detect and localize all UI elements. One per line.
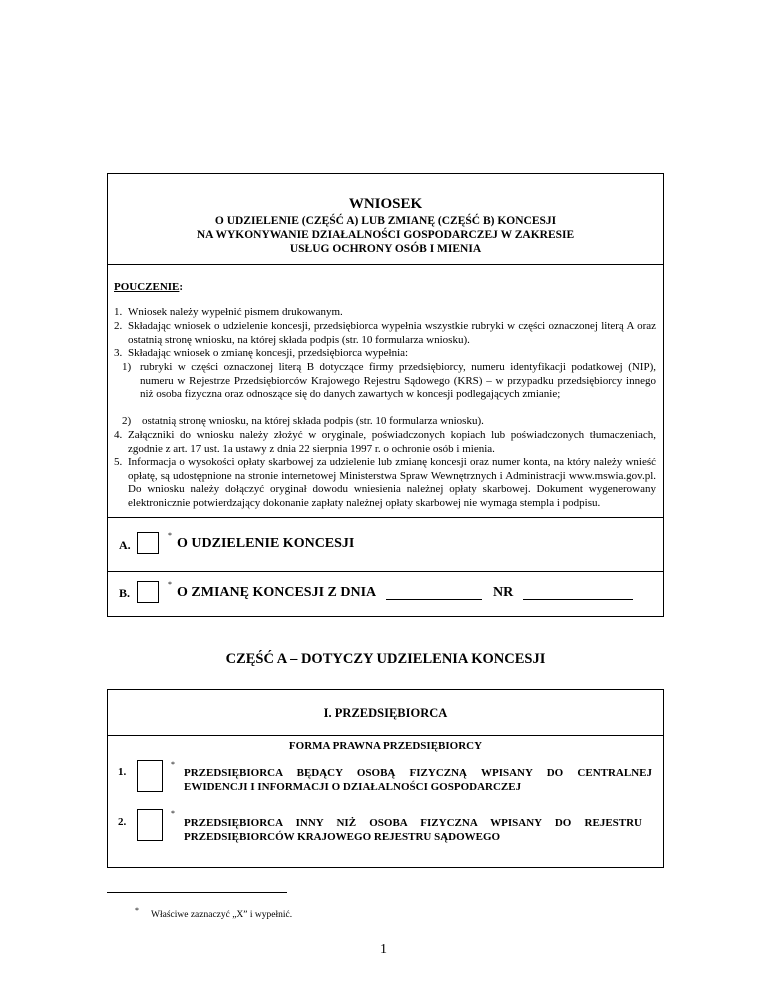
option-b-date-field[interactable] — [386, 598, 482, 600]
footnote-text: Właściwe zaznaczyć „X” i wypełnić. — [151, 910, 293, 920]
form-title: WNIOSEK — [348, 196, 423, 212]
instruction-text: Składając wniosek o udzielenie koncesji, przedsiębiorca wypełnia wszystkie rubryki w części oznaczonej literą A oraz ostatnią stronę wniosku, na której składa podpis (str. 10 formularza wniosku). — [128, 320, 656, 346]
form-subtitle-3: USŁUG OCHRONY OSÓB I MIENIA — [289, 243, 482, 255]
footnote-star: * — [168, 531, 172, 540]
instruction-num: 5. — [114, 456, 123, 468]
instruction-text: Informacja o wysokości opłaty skarbowej za udzielenie lub zmianę koncesji oraz numer konta, na który należy wnieść opłatę, są udostępnione na stronie internetowej Ministerstwa Spraw Wewnętrznych i Administracji www.mswia.gov.pl. Do wniosku należy dołączyć oryginał dowodu wniesienia należnej opłaty skarbowej. Dokument wygenerowany elektronicznie potwierdzający dokonanie zapłaty należnej opłaty skarbowej nie wymaga stempla i podpisu. — [128, 456, 656, 509]
legal-form-1-checkbox[interactable] — [137, 760, 163, 792]
instruction-subtext: rubryki w części oznaczonej literą B dotyczące firmy przedsiębiorcy, numeru identyfikacji podatkowej (NIP), numeru w Rejestrze Przedsiębiorców Krajowego Rejestru Sądowego (KRS) – w przypadku przedsiębiorcy innego niż osoba fizyczna oraz odnoszące się do danych zawartych w koncesji podlegających zmianie; — [140, 361, 656, 401]
option-b-checkbox[interactable] — [137, 581, 159, 603]
instruction-subtext: ostatnią stronę wniosku, na której składa podpis (str. 10 formularza wniosku). — [142, 415, 484, 427]
legal-form-1-num: 1. — [118, 766, 127, 778]
instruction-subnum: 1) — [122, 361, 132, 373]
legal-form-2-label — [184, 816, 642, 844]
instructions-heading-colon: : — [179, 281, 184, 293]
footnote-star: * — [171, 809, 175, 818]
instructions-heading — [114, 281, 183, 293]
instruction-num: 3. — [114, 347, 123, 359]
instruction-num: 4. — [114, 429, 123, 441]
option-a-checkbox[interactable] — [137, 532, 159, 554]
section-1-title: I. PRZEDSIĘBIORCA — [323, 706, 448, 720]
legal-form-1-line-1: PRZEDSIĘBIORCA BĘDĄCY OSOBĄ FIZYCZNĄ WPISANY DO CENTRALNEJ — [184, 767, 652, 779]
instruction-3-1 — [114, 361, 656, 402]
option-a-letter: A. — [119, 538, 131, 552]
header-box — [107, 173, 664, 265]
footnote-star: * — [171, 760, 175, 769]
instruction-1 — [114, 306, 656, 320]
instruction-text: Składając wniosek o zmianę koncesji, przedsiębiorca wypełnia: — [128, 347, 409, 359]
instruction-subnum: 2) — [122, 415, 132, 427]
instruction-4 — [114, 429, 656, 456]
instruction-2 — [114, 320, 656, 347]
legal-form-2-line-1: PRZEDSIĘBIORCA INNY NIŻ OSOBA FIZYCZNA WPISANY DO REJESTRU — [184, 817, 642, 829]
section-1-subtitle: FORMA PRAWNA PRZEDSIĘBIORCY — [288, 740, 483, 752]
section-1-header — [107, 689, 664, 736]
instruction-5 — [114, 456, 656, 510]
part-a-title: CZĘŚĆ A – DOTYCZY UDZIELENIA KONCESJI — [225, 651, 546, 667]
instruction-num: 1. — [114, 306, 123, 318]
option-a-label: O UDZIELENIE KONCESJI — [177, 536, 355, 551]
footnote-mark: * — [135, 906, 139, 915]
legal-form-2-line-2: PRZEDSIĘBIORCÓW KRAJOWEGO REJESTRU SĄDOWEGO — [184, 831, 501, 843]
option-b-label: O ZMIANĘ KONCESJI Z DNIA — [177, 585, 377, 600]
instruction-text: Wniosek należy wypełnić pismem drukowanym. — [128, 306, 343, 318]
form-subtitle-2: NA WYKONYWANIE DZIAŁALNOŚCI GOSPODARCZEJ W ZAKRESIE — [196, 229, 575, 241]
option-b-nr-field[interactable] — [523, 598, 633, 600]
page-number: 1 — [380, 942, 387, 957]
legal-form-1-line-2: EWIDENCJI I INFORMACJI O DZIAŁALNOŚCI GOSPODARCZEJ — [184, 781, 522, 793]
form-subtitle-1: O UDZIELENIE (CZĘŚĆ A) LUB ZMIANĘ (CZĘŚĆ B) KONCESJI — [214, 215, 557, 227]
instruction-text: Załączniki do wniosku należy złożyć w oryginale, poświadczonych kopiach lub poświadczonych tłumaczeniach, zgodnie z art. 17 ust. 1a ustawy z dnia 22 sierpnia 1997 r. o ochronie osób i mienia. — [128, 429, 656, 455]
instructions-heading-text: POUCZENIE — [114, 281, 180, 293]
section-1-body — [107, 735, 664, 868]
footnote-star: * — [168, 580, 172, 589]
instruction-3 — [114, 347, 656, 361]
footnote-divider — [107, 892, 287, 893]
legal-form-2-num: 2. — [118, 816, 127, 828]
legal-form-1-label — [184, 766, 652, 794]
option-b-letter: B. — [119, 586, 131, 600]
instruction-3-2 — [114, 415, 656, 429]
option-b-nr-label: NR — [493, 585, 514, 600]
option-a-box — [107, 517, 664, 572]
option-b-box — [107, 571, 664, 617]
legal-form-2-checkbox[interactable] — [137, 809, 163, 841]
instruction-num: 2. — [114, 320, 123, 332]
